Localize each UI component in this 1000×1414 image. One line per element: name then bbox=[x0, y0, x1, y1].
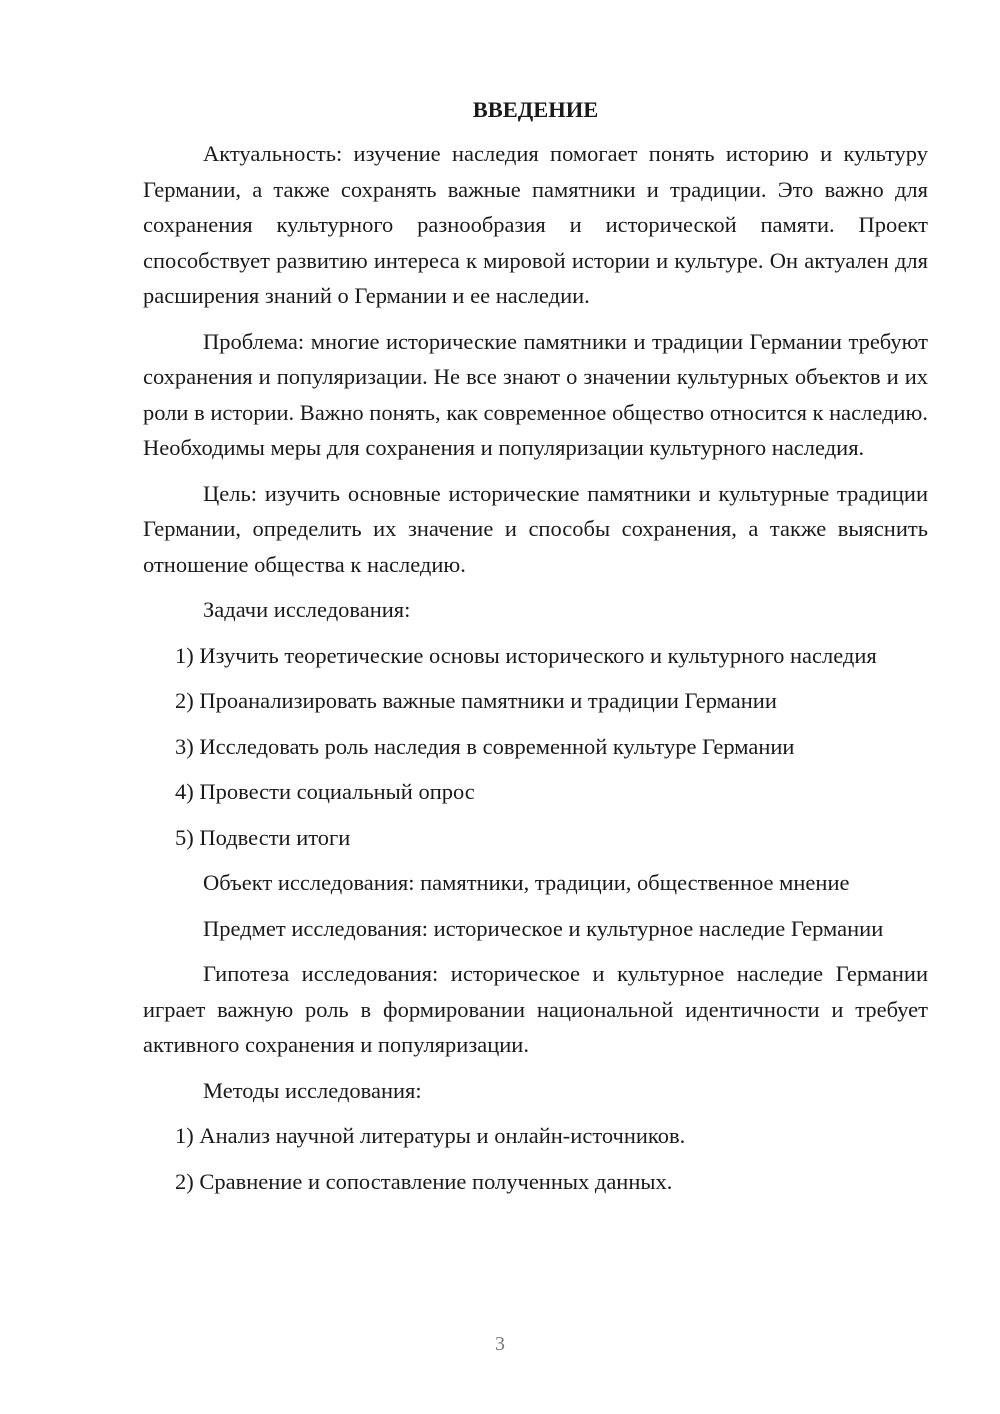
subject-paragraph: Предмет исследования: историческое и культурное наследие Германии bbox=[203, 915, 884, 941]
list-item: 1) Изучить теоретические основы исторического и культурного наследия bbox=[175, 642, 877, 668]
relevance-paragraph: Актуальность: изучение наследия помогает понять историю и культуру Германии, а также сохранять важные памятники и традиции. Это важно для сохранения культурного разнообразия и исторической памяти. Проект способствует развитию интереса к мировой истории и культуре. Он актуален для расширения знаний о Германии и ее наследии. bbox=[143, 141, 928, 308]
tasks-list bbox=[143, 638, 928, 856]
page-number: 3 bbox=[495, 1333, 505, 1355]
methods-title: Методы исследования: bbox=[203, 1077, 422, 1103]
problem-paragraph: Проблема: многие исторические памятники и традиции Германии требуют сохранения и популяризации. Не все знают о значении культурных объектов и их роли в истории. Важно понять, как современное общество относится к наследию. Необходимы меры для сохранения и популяризации культурного наследия. bbox=[143, 328, 928, 460]
tasks-title: Задачи исследования: bbox=[203, 597, 411, 622]
list-item: 2) Проанализировать важные памятники и традиции Германии bbox=[175, 688, 777, 713]
hypothesis-paragraph: Гипотеза исследования: историческое и культурное наследие Германии играет важную роль в формировании национальной идентичности и требует активного сохранения и популяризации. bbox=[143, 961, 928, 1057]
list-item: 2) Сравнение и сопоставление полученных данных. bbox=[175, 1168, 673, 1194]
list-item: 4) Провести социальный опрос bbox=[175, 779, 475, 804]
list-item: 5) Подвести итоги bbox=[175, 824, 351, 850]
list-item: 3) Исследовать роль наследия в современной культуре Германии bbox=[175, 733, 795, 759]
goal-paragraph: Цель: изучить основные исторические памятники и культурные традиции Германии, определить их значение и способы сохранения, а также выяснить отношение общества к наследию. bbox=[143, 480, 928, 577]
list-item: 1) Анализ научной литературы и онлайн-источников. bbox=[175, 1123, 686, 1148]
document-page bbox=[143, 92, 928, 1209]
page-title: ВВЕДЕНИЕ bbox=[472, 97, 599, 122]
object-paragraph: Объект исследования: памятники, традиции, общественное мнение bbox=[203, 870, 850, 895]
methods-list bbox=[143, 1118, 928, 1199]
